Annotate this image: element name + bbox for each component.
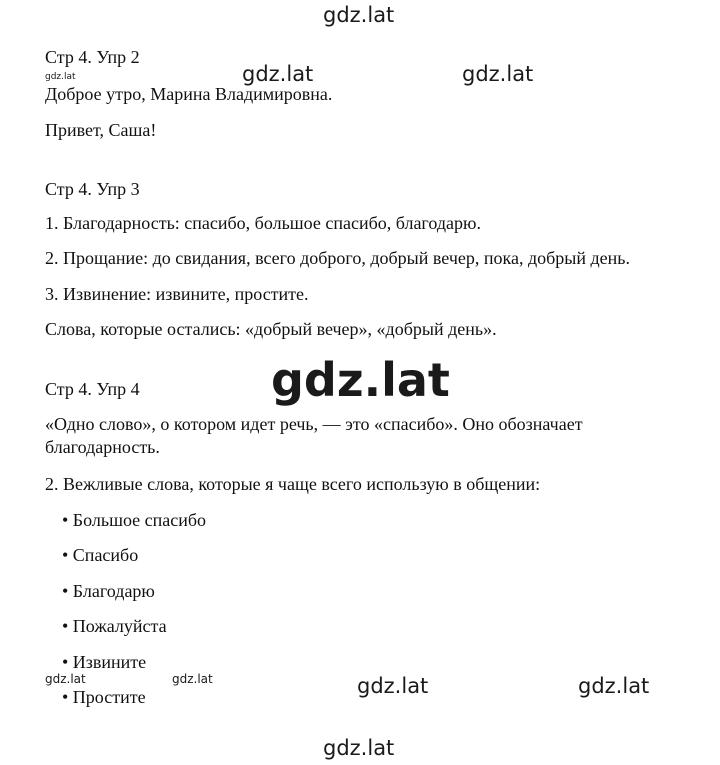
bullet-item: • Благодарю: [62, 581, 155, 601]
watermark-bottom-row-b: gdz.lat: [578, 674, 650, 698]
watermark-small: gdz.lat: [45, 72, 76, 82]
bullet-item: • Простите: [62, 687, 146, 707]
bullet-item: • Большое спасибо: [62, 510, 207, 530]
watermark-bottom-small-b: gdz.lat: [172, 672, 213, 686]
watermark-bottom-row-a: gdz.lat: [357, 674, 429, 698]
watermark-row1-a: gdz.lat: [242, 62, 314, 86]
ex2-heading: Стр 4. Упр 2: [45, 47, 140, 67]
watermark-bottom: gdz.lat: [323, 736, 395, 760]
ex4-heading: Стр 4. Упр 4: [45, 379, 140, 399]
watermark-center: gdz.lat: [271, 353, 450, 407]
ex4-paragraph-line-2: благодарность.: [45, 437, 160, 457]
bullet-item: • Спасибо: [62, 545, 139, 565]
watermark-top: gdz.lat: [323, 3, 395, 27]
ex3-remaining: Слова, которые остались: «добрый вечер», «добрый день».: [45, 319, 497, 339]
ex3-item-2: 2. Прощание: до свидания, всего доброго, добрый вечер, пока, добрый день.: [45, 248, 630, 268]
ex3-item-1: 1. Благодарность: спасибо, большое спасибо, благодарю.: [45, 213, 481, 233]
ex2-line2: Привет, Саша!: [45, 120, 157, 140]
ex2-line1: Доброе утро, Марина Владимировна.: [45, 84, 333, 104]
bullet-item: • Извините: [62, 652, 147, 672]
ex3-item-3: 3. Извинение: извините, простите.: [45, 284, 309, 304]
ex3-heading: Стр 4. Упр 3: [45, 179, 140, 199]
watermark-bottom-small-a: gdz.lat: [45, 672, 86, 686]
bullet-item: • Пожалуйста: [62, 616, 167, 636]
watermark-row1-b: gdz.lat: [462, 62, 534, 86]
ex4-item-2: 2. Вежливые слова, которые я чаще всего использую в общении:: [45, 474, 541, 494]
ex4-paragraph-line-1: «Одно слово», о котором идет речь, — это «спасибо». Оно обозначает: [45, 414, 583, 434]
